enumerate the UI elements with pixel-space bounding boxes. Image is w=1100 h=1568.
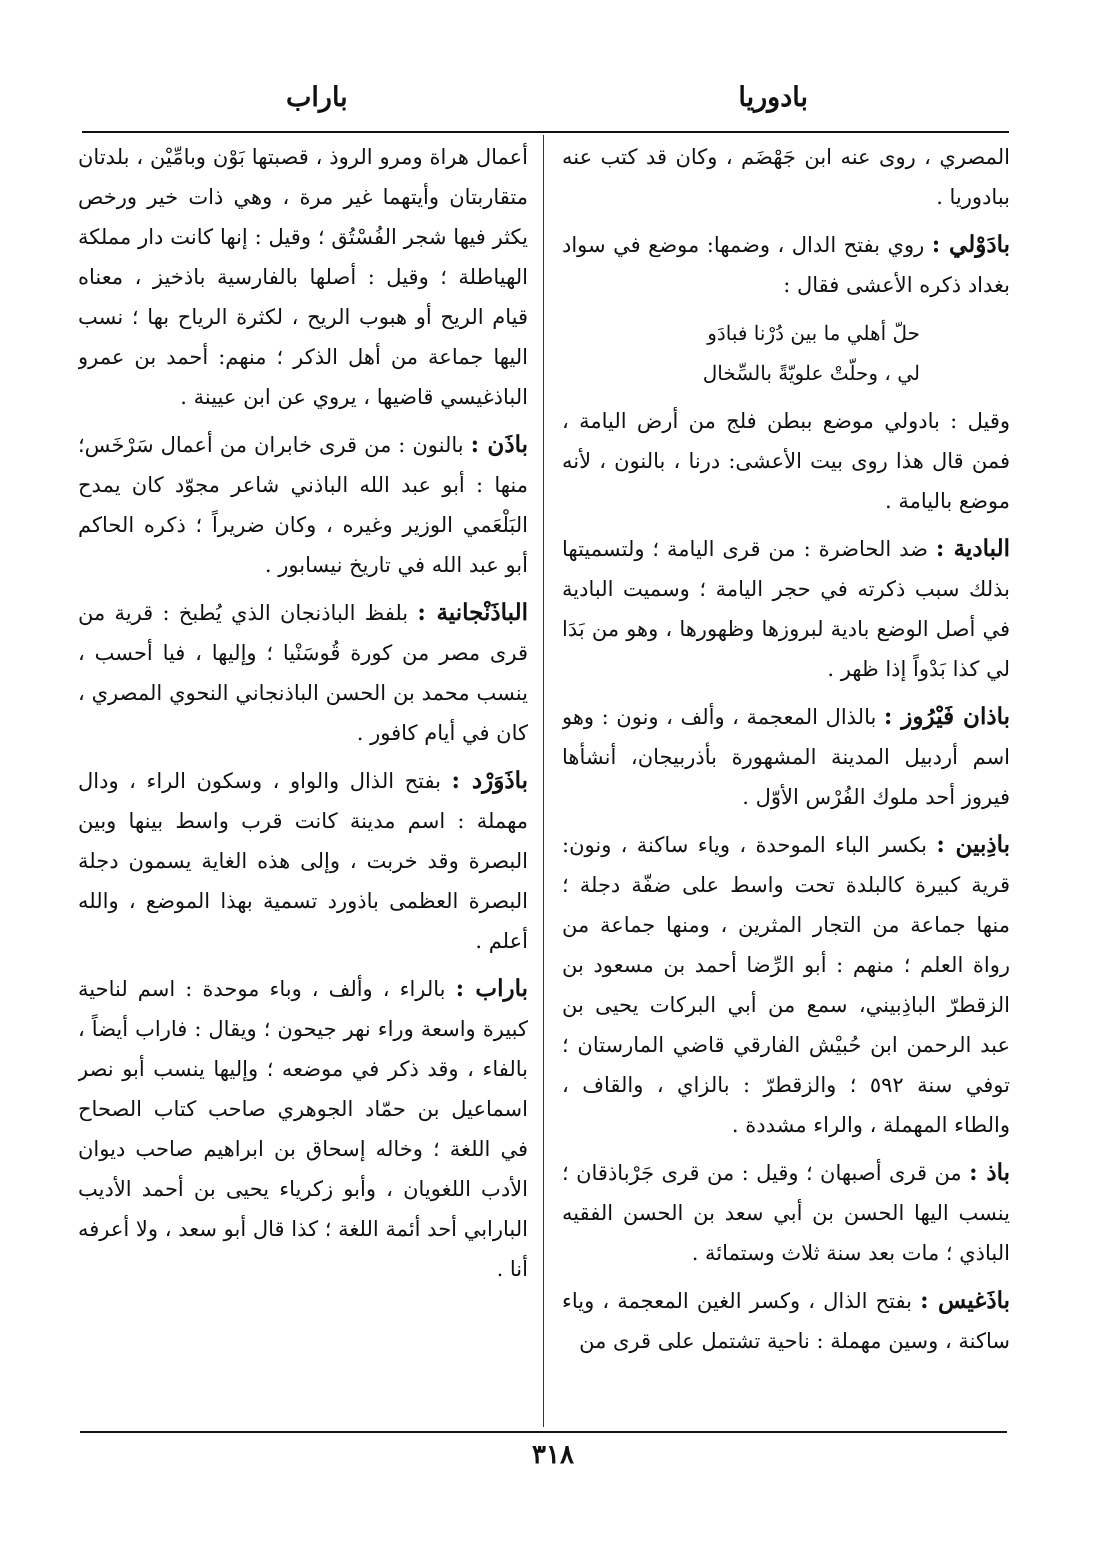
entry-badhan-fayruz xyxy=(562,697,1010,817)
running-header-right: بادوريا xyxy=(738,82,808,113)
continuation-paragraph xyxy=(562,137,1010,217)
entry-text: روي بفتح الدال ، وضمها: موضع في سواد بغداد ذكره الأعشى فقال : xyxy=(562,233,1010,297)
entry-badhan xyxy=(78,425,528,585)
entry-text: بالذال المعجمة ، وألف ، ونون : وهو اسم أردبيل المدينة المشهورة بأذربيجان، أنشأها فيروز أحد ملوك الفُرْس الأوّل . xyxy=(562,705,1010,809)
entry-headword: الباذَنْجانية : xyxy=(417,599,528,626)
entry-text: من قرى أصبهان ؛ وقيل : من قرى جَرْباذقان ؛ ينسب اليها الحسن بن أبي سعد بن الحسن الفقيه الباذي ؛ مات بعد سنة ثلاث وستمائة . xyxy=(562,1161,1010,1265)
entry-text: أعمال هراة ومرو الروذ ، قصبتها بَوْن وبامِّيْن ، بلدتان متقاربتان وأيتهما غير مرة ، وهي ذات خير ورخص يكثر فيها شجر الفُسْتُق ؛ وقيل : إنها كانت دار مملكة الهياطلة ؛ وقيل : أصلها بالفارسية باذخيز ، معناه قيام الريح أو هبوب الريح ، لكثرة الرياح بها ؛ نسب اليها جماعة من أهل الذكر ؛ منهم: أحمد بن عمرو الباذغيسي قاضيها ، يروي عن ابن عيينة . xyxy=(78,145,528,409)
entry-headword: باذ : xyxy=(969,1159,1010,1186)
entry-text: بلفظ الباذنجان الذي يُطبخ : قرية من قرى مصر من كورة قُوسَنْيا ؛ وإليها ، فيا أحسب ، ينسب محمد بن الحسن الباذنجاني النحوي المصري ، كان في أيام كافور . xyxy=(78,601,528,745)
entry-badhibin xyxy=(562,825,1010,1145)
entry-headword: باذان فَيْرُوز : xyxy=(883,703,1010,730)
entry-headword: باراب : xyxy=(455,975,528,1002)
running-header-left: باراب xyxy=(286,82,348,113)
entry-badh xyxy=(562,1153,1010,1273)
entry-albadiya xyxy=(562,529,1010,689)
entry-badawli-cont xyxy=(562,401,1010,521)
page-number: ٣١٨ xyxy=(532,1440,574,1470)
entry-text: وقيل : بادولي موضع ببطن فلج من أرض اليامة ، فمن قال هذا روى بيت الأعشى: درنا ، بالنون ، لأنه موضع باليامة . xyxy=(562,409,1010,513)
verse-line-1: حلّ أهلي ما بين دُرْنا فبادَو xyxy=(707,321,920,345)
right-column xyxy=(562,137,1010,1427)
entry-headword: بادَوْلي : xyxy=(931,231,1010,258)
entry-text: ضد الحاضرة : من قرى اليامة ؛ ولتسميتها بذلك سبب ذكرته في حجر اليامة ؛ وسميت البادية في أصل الوضع بادية لبروزها وظهورها ، وهو من بَدَا لي كذا بَدْواً إذا ظهر . xyxy=(562,537,1010,681)
entry-headword: باذَغيس : xyxy=(920,1287,1010,1314)
entry-headword: البادية : xyxy=(935,535,1010,562)
entry-headword: باذِبين : xyxy=(936,831,1010,858)
entry-text: بكسر الباء الموحدة ، وياء ساكنة ، ونون: قرية كبيرة كالبلدة تحت واسط على ضفّة دجلة ؛ منها جماعة من التجار المثرين ، ومنها جماعة من رواة العلم ؛ منهم : أبو الرِّضا أحمد بن مسعود بن الزقطرّ الباذِبيني، سمع من أبي البركات يحيى بن عبد الرحمن ابن حُبيْش الفارقي قاضي المارستان ؛ توفي سنة ٥٩٢ ؛ والزقطرّ : بالزاي ، والقاف ، والطاء المهملة ، والراء مشددة . xyxy=(562,833,1010,1137)
entry-badhghis xyxy=(562,1281,1010,1361)
entry-badhaward xyxy=(78,761,528,961)
entry-headword: باذَوَرْد : xyxy=(451,767,528,794)
entry-text: بالراء ، وألف ، وباء موحدة : اسم لناحية كبيرة واسعة وراء نهر جيحون ؛ ويقال : فاراب أيضاً ، بالفاء ، وقد ذكر في موضعه ؛ وإليها ينسب أبو نصر اسماعيل بن حمّاد الجوهري صاحب كتاب الصحاح في اللغة ؛ وخاله إسحاق بن ابراهيم صاحب ديوان الأدب اللغويان ، وأبو زكرياء يحيى بن أحمد الأديب البارابي أحد أئمة اللغة ؛ كذا قال أبو سعد ، ولا أعرفه أنا . xyxy=(78,977,528,1281)
entry-albadhanjaniya xyxy=(78,593,528,753)
entry-text: بالنون : من قرى خابران من أعمال سَرْخَس؛ منها : أبو عبد الله الباذني شاعر مجوّد كان يمدح البَلْعَمي الوزير وغيره ، وكان ضريراً ؛ ذكره الحاكم أبو عبد الله في تاريخ نيسابور . xyxy=(78,433,528,577)
column-divider xyxy=(543,135,544,1427)
poetry-verse xyxy=(562,313,1010,393)
entry-headword: باذَن : xyxy=(470,431,528,458)
entry-barab xyxy=(78,969,528,1289)
header-rule xyxy=(82,131,1009,133)
entry-text: بفتح الذال ، وكسر الغين المعجمة ، وياء ساكنة ، وسين مهملة : ناحية تشتمل على قرى من xyxy=(562,1289,1010,1353)
footer-rule xyxy=(80,1431,1007,1433)
entry-badawli xyxy=(562,225,1010,305)
entry-text: بفتح الذال والواو ، وسكون الراء ، ودال مهملة : اسم مدينة كانت قرب واسط بينها وبين البصرة وقد خربت ، وإلى هذه الغاية يسمون دجلة البصرة العظمى باذورد تسمية بهذا الموضع ، والله أعلم . xyxy=(78,769,528,953)
left-column xyxy=(78,137,528,1427)
verse-line-2: لي ، وحلّتْ علويّةً بالسِّخال xyxy=(702,361,920,385)
entry-text: المصري ، روى عنه ابن جَهْضَم ، وكان قد كتب عنه ببادوريا . xyxy=(562,145,1010,209)
continuation-paragraph xyxy=(78,137,528,417)
